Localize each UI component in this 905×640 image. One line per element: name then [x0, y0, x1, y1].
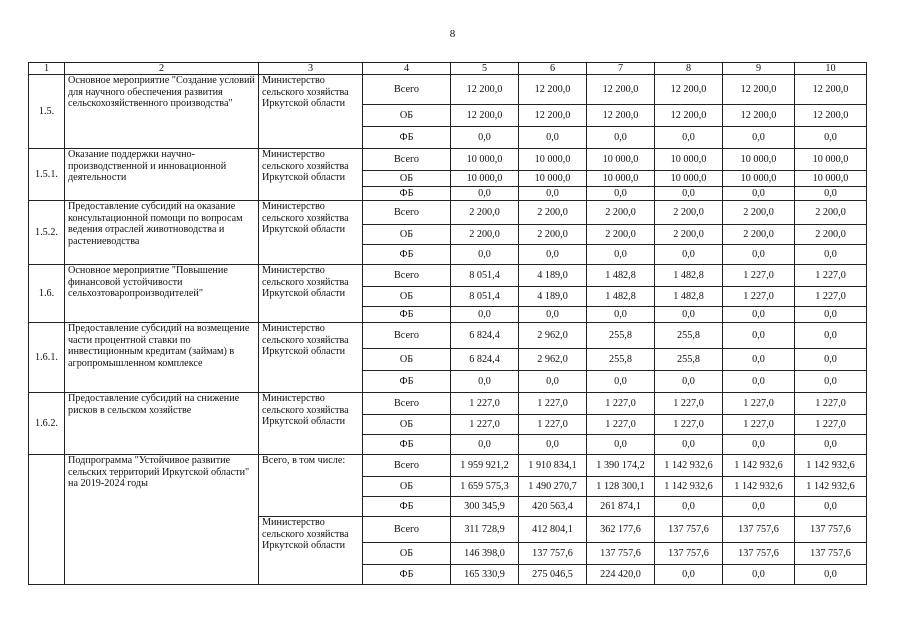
table-row [29, 265, 867, 287]
value-cell: 1 482,8 [655, 265, 723, 287]
value-cell: 10 000,0 [587, 171, 655, 187]
budget-table [28, 62, 867, 585]
value-cell: 0,0 [795, 245, 867, 265]
value-cell: 1 227,0 [587, 415, 655, 435]
value-cell: 311 728,9 [451, 517, 519, 543]
value-cell: 0,0 [795, 323, 867, 349]
value-cell: 0,0 [795, 187, 867, 201]
value-cell: 0,0 [655, 497, 723, 517]
responsible-org: Министерство сельского хозяйства Иркутской области [259, 75, 363, 149]
value-cell: 1 227,0 [795, 287, 867, 307]
header-cell: 3 [259, 63, 363, 75]
activity-name: Предоставление субсидий на снижение рисков в сельском хозяйстве [65, 393, 259, 455]
value-cell: 2 200,0 [519, 225, 587, 245]
value-cell: 1 227,0 [655, 393, 723, 415]
value-cell: 4 189,0 [519, 287, 587, 307]
value-cell: 1 482,8 [655, 287, 723, 307]
value-cell: 0,0 [655, 371, 723, 393]
value-cell: 0,0 [587, 371, 655, 393]
value-cell: 1 227,0 [723, 393, 795, 415]
funding-source: ФБ [363, 371, 451, 393]
value-cell: 0,0 [655, 307, 723, 323]
responsible-org: Министерство сельского хозяйства Иркутской области [259, 265, 363, 323]
header-cell: 5 [451, 63, 519, 75]
activity-name: Оказание поддержки научно-производственной и инновационной деятельности [65, 149, 259, 201]
funding-source: ФБ [363, 187, 451, 201]
funding-source: Всего [363, 517, 451, 543]
value-cell: 1 227,0 [451, 393, 519, 415]
value-cell: 0,0 [723, 245, 795, 265]
funding-source: ОБ [363, 349, 451, 371]
funding-source: Всего [363, 323, 451, 349]
value-cell: 1 482,8 [587, 287, 655, 307]
value-cell: 10 000,0 [655, 171, 723, 187]
value-cell: 224 420,0 [587, 565, 655, 585]
value-cell: 2 200,0 [795, 225, 867, 245]
value-cell: 0,0 [723, 307, 795, 323]
funding-source: ФБ [363, 307, 451, 323]
value-cell: 2 200,0 [451, 201, 519, 225]
value-cell: 255,8 [655, 349, 723, 371]
activity-name: Основное мероприятие "Повышение финансовой устойчивости сельхозтоваропроизводителей" [65, 265, 259, 323]
value-cell: 1 482,8 [587, 265, 655, 287]
value-cell: 10 000,0 [519, 149, 587, 171]
activity-name: Предоставление субсидий на возмещение части процентной ставки по инвестиционным кредитам (займам) в агропромышленном комплексе [65, 323, 259, 393]
responsible-org: Министерство сельского хозяйства Иркутской области [259, 323, 363, 393]
table-row [29, 75, 867, 105]
value-cell: 0,0 [587, 307, 655, 323]
subprogram-name: Подпрограмма "Устойчивое развитие сельских территорий Иркутской области" на 2019-2024 годы [65, 455, 259, 585]
header-cell: 9 [723, 63, 795, 75]
value-cell: 0,0 [587, 435, 655, 455]
value-cell: 8 051,4 [451, 265, 519, 287]
funding-source: ОБ [363, 105, 451, 127]
row-number: 1.6.2. [29, 393, 65, 455]
value-cell: 0,0 [723, 565, 795, 585]
value-cell: 137 757,6 [795, 543, 867, 565]
value-cell: 0,0 [451, 245, 519, 265]
value-cell: 1 910 834,1 [519, 455, 587, 477]
value-cell: 0,0 [655, 245, 723, 265]
value-cell: 1 142 932,6 [795, 455, 867, 477]
value-cell: 10 000,0 [655, 149, 723, 171]
value-cell: 2 200,0 [723, 201, 795, 225]
value-cell: 362 177,6 [587, 517, 655, 543]
value-cell: 0,0 [451, 307, 519, 323]
value-cell: 0,0 [587, 245, 655, 265]
responsible-org: Министерство сельского хозяйства Иркутской области [259, 393, 363, 455]
value-cell: 0,0 [795, 371, 867, 393]
value-cell: 255,8 [587, 349, 655, 371]
funding-source: ОБ [363, 477, 451, 497]
value-cell: 2 962,0 [519, 349, 587, 371]
value-cell: 412 804,1 [519, 517, 587, 543]
funding-source: Всего [363, 265, 451, 287]
value-cell: 2 200,0 [723, 225, 795, 245]
funding-source: Всего [363, 393, 451, 415]
value-cell: 0,0 [795, 435, 867, 455]
funding-source: Всего [363, 455, 451, 477]
table-row [29, 323, 867, 349]
funding-source: Всего [363, 75, 451, 105]
funding-source: ОБ [363, 225, 451, 245]
value-cell: 0,0 [795, 349, 867, 371]
value-cell: 1 390 174,2 [587, 455, 655, 477]
value-cell: 12 200,0 [451, 75, 519, 105]
value-cell: 0,0 [451, 371, 519, 393]
value-cell: 10 000,0 [723, 149, 795, 171]
value-cell: 12 200,0 [587, 105, 655, 127]
header-cell: 6 [519, 63, 587, 75]
value-cell: 10 000,0 [723, 171, 795, 187]
value-cell: 2 200,0 [451, 225, 519, 245]
value-cell: 4 189,0 [519, 265, 587, 287]
value-cell: 0,0 [655, 187, 723, 201]
value-cell: 0,0 [723, 349, 795, 371]
responsible-org: Всего, в том числе: [259, 455, 363, 517]
value-cell: 1 659 575,3 [451, 477, 519, 497]
value-cell: 1 142 932,6 [655, 455, 723, 477]
activity-name: Предоставление субсидий на оказание консультационной помощи по вопросам ведения отраслей животноводства и растениеводства [65, 201, 259, 265]
value-cell: 0,0 [451, 435, 519, 455]
value-cell: 137 757,6 [655, 543, 723, 565]
header-cell: 1 [29, 63, 65, 75]
value-cell: 1 227,0 [795, 393, 867, 415]
value-cell: 0,0 [655, 565, 723, 585]
value-cell: 1 227,0 [723, 265, 795, 287]
responsible-org: Министерство сельского хозяйства Иркутской области [259, 517, 363, 585]
value-cell: 10 000,0 [451, 149, 519, 171]
value-cell: 10 000,0 [587, 149, 655, 171]
page-number: 8 [449, 28, 456, 40]
value-cell: 8 051,4 [451, 287, 519, 307]
value-cell: 137 757,6 [723, 517, 795, 543]
value-cell: 1 227,0 [587, 393, 655, 415]
value-cell: 1 227,0 [723, 287, 795, 307]
value-cell: 0,0 [519, 187, 587, 201]
value-cell: 0,0 [519, 245, 587, 265]
value-cell: 10 000,0 [519, 171, 587, 187]
funding-source: Всего [363, 201, 451, 225]
value-cell: 0,0 [723, 371, 795, 393]
value-cell: 1 227,0 [519, 393, 587, 415]
header-cell: 10 [795, 63, 867, 75]
funding-source: ФБ [363, 435, 451, 455]
value-cell: 0,0 [723, 435, 795, 455]
funding-source: ФБ [363, 497, 451, 517]
value-cell: 2 200,0 [587, 225, 655, 245]
value-cell: 300 345,9 [451, 497, 519, 517]
header-cell: 2 [65, 63, 259, 75]
value-cell: 1 142 932,6 [655, 477, 723, 497]
value-cell: 0,0 [723, 497, 795, 517]
value-cell: 275 046,5 [519, 565, 587, 585]
funding-source: ОБ [363, 171, 451, 187]
value-cell: 0,0 [795, 127, 867, 149]
value-cell: 0,0 [519, 307, 587, 323]
value-cell: 0,0 [519, 435, 587, 455]
value-cell: 12 200,0 [519, 105, 587, 127]
value-cell: 1 142 932,6 [795, 477, 867, 497]
value-cell: 0,0 [655, 435, 723, 455]
value-cell: 165 330,9 [451, 565, 519, 585]
value-cell: 0,0 [587, 187, 655, 201]
responsible-org: Министерство сельского хозяйства Иркутской области [259, 149, 363, 201]
value-cell: 1 128 300,1 [587, 477, 655, 497]
value-cell: 12 200,0 [723, 105, 795, 127]
header-cell: 7 [587, 63, 655, 75]
value-cell: 6 824,4 [451, 349, 519, 371]
row-number: 1.6.1. [29, 323, 65, 393]
value-cell: 420 563,4 [519, 497, 587, 517]
table-row [29, 201, 867, 225]
value-cell: 255,8 [655, 323, 723, 349]
value-cell: 137 757,6 [519, 543, 587, 565]
value-cell: 6 824,4 [451, 323, 519, 349]
value-cell: 12 200,0 [451, 105, 519, 127]
header-cell: 8 [655, 63, 723, 75]
value-cell: 1 227,0 [795, 265, 867, 287]
value-cell: 12 200,0 [795, 75, 867, 105]
row-number: 1.5. [29, 75, 65, 149]
header-cell: 4 [363, 63, 451, 75]
funding-source: ФБ [363, 127, 451, 149]
value-cell: 0,0 [723, 127, 795, 149]
value-cell: 0,0 [655, 127, 723, 149]
value-cell: 1 227,0 [655, 415, 723, 435]
responsible-org: Министерство сельского хозяйства Иркутской области [259, 201, 363, 265]
funding-source: Всего [363, 149, 451, 171]
value-cell: 1 142 932,6 [723, 477, 795, 497]
value-cell: 12 200,0 [795, 105, 867, 127]
value-cell: 2 200,0 [655, 201, 723, 225]
value-cell: 0,0 [723, 187, 795, 201]
value-cell: 1 490 270,7 [519, 477, 587, 497]
funding-source: ФБ [363, 565, 451, 585]
value-cell: 0,0 [519, 371, 587, 393]
value-cell: 0,0 [451, 187, 519, 201]
value-cell: 10 000,0 [795, 149, 867, 171]
table-row [29, 393, 867, 415]
value-cell: 12 200,0 [655, 105, 723, 127]
value-cell: 1 227,0 [519, 415, 587, 435]
value-cell: 1 142 932,6 [723, 455, 795, 477]
value-cell: 137 757,6 [655, 517, 723, 543]
value-cell: 1 227,0 [795, 415, 867, 435]
value-cell: 2 200,0 [795, 201, 867, 225]
value-cell: 0,0 [519, 127, 587, 149]
funding-source: ФБ [363, 245, 451, 265]
header-row [29, 63, 867, 75]
value-cell: 2 200,0 [587, 201, 655, 225]
value-cell: 0,0 [451, 127, 519, 149]
value-cell: 261 874,1 [587, 497, 655, 517]
value-cell: 137 757,6 [587, 543, 655, 565]
value-cell: 1 227,0 [451, 415, 519, 435]
row-number: 1.5.2. [29, 201, 65, 265]
value-cell: 12 200,0 [655, 75, 723, 105]
value-cell: 0,0 [723, 323, 795, 349]
value-cell: 2 200,0 [519, 201, 587, 225]
value-cell: 0,0 [587, 127, 655, 149]
funding-source: ОБ [363, 415, 451, 435]
activity-name: Основное мероприятие "Создание условий для научного обеспечения развития сельскохозяйственного производства" [65, 75, 259, 149]
value-cell: 137 757,6 [723, 543, 795, 565]
value-cell: 10 000,0 [451, 171, 519, 187]
row-number [29, 455, 65, 585]
row-number: 1.6. [29, 265, 65, 323]
value-cell: 12 200,0 [519, 75, 587, 105]
table-row [29, 455, 867, 477]
value-cell: 255,8 [587, 323, 655, 349]
funding-source: ОБ [363, 543, 451, 565]
funding-source: ОБ [363, 287, 451, 307]
row-number: 1.5.1. [29, 149, 65, 201]
value-cell: 1 227,0 [723, 415, 795, 435]
value-cell: 0,0 [795, 497, 867, 517]
value-cell: 0,0 [795, 307, 867, 323]
value-cell: 146 398,0 [451, 543, 519, 565]
value-cell: 10 000,0 [795, 171, 867, 187]
value-cell: 137 757,6 [795, 517, 867, 543]
value-cell: 12 200,0 [587, 75, 655, 105]
value-cell: 0,0 [795, 565, 867, 585]
table-row [29, 149, 867, 171]
value-cell: 12 200,0 [723, 75, 795, 105]
value-cell: 2 962,0 [519, 323, 587, 349]
value-cell: 1 959 921,2 [451, 455, 519, 477]
value-cell: 2 200,0 [655, 225, 723, 245]
